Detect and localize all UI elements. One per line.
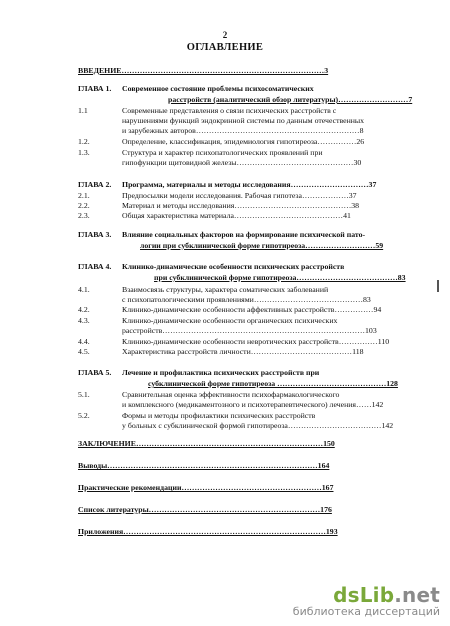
- toc-entry-4-1-cont[interactable]: с психопатологическими проявлениями……………………………………83: [122, 295, 371, 304]
- toc-chapter-number: ГЛАВА 1.: [78, 84, 112, 93]
- toc-entry-5-2[interactable]: Формы и методы профилактики психических расстройств: [122, 411, 316, 420]
- toc-entry-5-1[interactable]: Сравнительная оценка эффективности психофармакологического: [122, 390, 340, 399]
- toc-section-number: 5.2.: [78, 411, 90, 420]
- toc-section-number: 2.3.: [78, 211, 90, 220]
- toc-entry-1-1[interactable]: Современные представления о связи психических расстройств с: [122, 106, 337, 115]
- toc-entry-conclusions[interactable]: Выводы………………………………………………………………………164: [78, 461, 330, 470]
- toc-entry-intro[interactable]: ВВЕДЕНИЕ……………………………………………………………………3: [78, 66, 329, 75]
- toc-entry-1-3[interactable]: Структура и характер психопатологических проявлений при: [122, 148, 323, 157]
- toc-entry-4-2[interactable]: Клинико-динамические особенности аффективных расстройств……………94: [122, 305, 382, 314]
- watermark-logo: [293, 583, 440, 607]
- toc-section-number: 4.3.: [78, 316, 90, 325]
- toc-entry-4-4[interactable]: Клинико-динамические особенности невротических расстройств……………110: [122, 337, 390, 346]
- toc-entry-chapter2[interactable]: Программа, материалы и методы исследования…………………………37: [122, 180, 377, 189]
- page-title: ОГЛАВЛЕНИЕ: [186, 42, 264, 53]
- toc-entry-chapter1-cont[interactable]: расстройств (аналитический обзор литературы)………………………7: [168, 95, 413, 104]
- toc-entry-chapter3[interactable]: Влияние социальных факторов на формирование психической пато-: [122, 230, 366, 239]
- toc-section-number: 5.1.: [78, 390, 90, 399]
- toc-section-number: 2.2.: [78, 201, 90, 210]
- toc-chapter-number: ГЛАВА 4.: [78, 262, 112, 271]
- toc-chapter-number: ГЛАВА 5.: [78, 368, 112, 377]
- toc-section-number: 4.5.: [78, 347, 90, 356]
- toc-entry-4-5[interactable]: Характеристика расстройств личности…………………………………118: [122, 347, 364, 356]
- toc-chapter-number: ГЛАВА 2.: [78, 180, 112, 189]
- watermark: [293, 583, 440, 618]
- toc-section-number: 2.1.: [78, 191, 90, 200]
- toc-entry-chapter4[interactable]: Клинико-динамические особенности психических расстройств: [122, 262, 345, 271]
- toc-entry-4-3-cont[interactable]: расстройств……………………………………………………………………103: [122, 326, 377, 335]
- toc-entry-2-1[interactable]: Предпосылки модели исследования. Рабочая гипотеза………………37: [122, 191, 357, 200]
- toc-entry-1-2[interactable]: Определение, классификация, эпидемиология гипотиреоза……………26: [122, 137, 365, 146]
- toc-section-number: 4.2.: [78, 305, 90, 314]
- toc-entry-2-3[interactable]: Общая характеристика материала……………………………………41: [122, 211, 351, 220]
- toc-entry-4-1[interactable]: Взаимосвязь структуры, характера соматических заболеваний: [122, 285, 329, 294]
- toc-entry-conclusion[interactable]: ЗАКЛЮЧЕНИЕ………………………………………………………………150: [78, 439, 335, 448]
- toc-entry-5-1-cont[interactable]: и комплексного (медикаментозного и психотерапевтического) лечения……142: [122, 400, 384, 409]
- toc-entry-chapter1[interactable]: Современное состояние проблемы психосоматических: [122, 84, 314, 93]
- toc-entry-chapter4-cont[interactable]: при субклинической форме гипотиреоза…………………………………83: [154, 273, 406, 282]
- toc-chapter-number: ГЛАВА 3.: [78, 230, 112, 239]
- toc-entry-4-3[interactable]: Клинико-динамические особенности органических психических: [122, 316, 338, 325]
- toc-entry-5-2-cont[interactable]: у больных с субклинической формой гипотиреоза………………………………142: [122, 421, 394, 430]
- watermark-subtitle: библиотека диссертаций: [292, 605, 440, 618]
- toc-section-number: 1.2.: [78, 137, 90, 146]
- toc-section-number: 1.1: [78, 106, 88, 115]
- page-number: 2: [222, 30, 228, 40]
- watermark-logo-main: dsLib: [333, 583, 395, 607]
- margin-mark: [437, 280, 439, 292]
- watermark-logo-dot: .: [394, 583, 403, 607]
- toc-entry-chapter5-cont[interactable]: субклинической форме гипотиреоза ……………………………………128: [148, 379, 398, 388]
- toc-section-number: 4.1.: [78, 285, 90, 294]
- toc-section-number: 4.4.: [78, 337, 90, 346]
- toc-entry-1-1-cont[interactable]: нарушениями функций эндокринной системы по данным отечественных: [122, 116, 365, 125]
- toc-entry-appendices[interactable]: Приложения……………………………………………………………………193: [78, 527, 338, 536]
- toc-entry-recommendations[interactable]: Практические рекомендации………………………………………………167: [78, 483, 334, 492]
- toc-entry-1-3-cont[interactable]: гипофункции щитовидной железы………………………………………30: [122, 158, 362, 167]
- toc-entry-1-1-cont2[interactable]: и зарубежных авторов………………………………………………………8: [122, 126, 364, 135]
- toc-section-number: 1.3.: [78, 148, 90, 157]
- toc-entry-chapter5[interactable]: Лечение и профилактика психических расстройств при: [122, 368, 320, 377]
- toc-entry-chapter3-cont[interactable]: логии при субклинической форме гипотиреоза………………………59: [140, 241, 384, 250]
- toc-entry-references[interactable]: Список литературы…………………………………………………………176: [78, 505, 332, 514]
- toc-entry-2-2[interactable]: Материал и методы исследования………………………………………38: [122, 201, 360, 210]
- watermark-logo-tld: net: [402, 583, 440, 607]
